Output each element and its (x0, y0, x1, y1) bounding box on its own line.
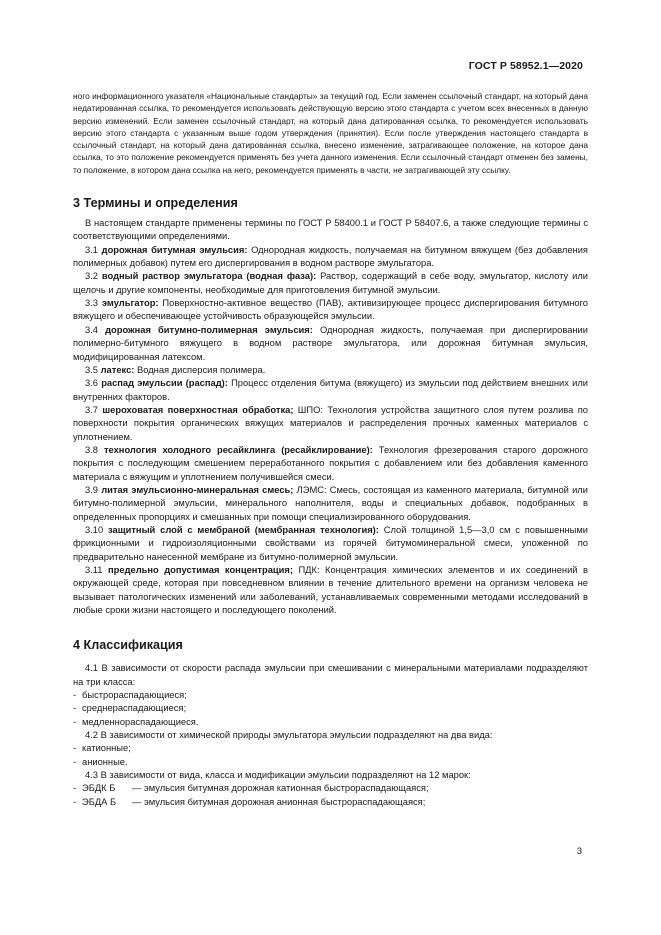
paragraph-4-3: 4.3 В зависимости от вида, класса и модификации эмульсии подразделяют на 12 марок: (85, 770, 471, 781)
grade-description: — эмульсия битумная дорожная катионная быстрораспадающаяся; (132, 783, 429, 794)
term-definition (73, 244, 588, 271)
term-definition (73, 524, 588, 564)
term-number: 3.2 (85, 271, 98, 282)
list-item-text: быстрораспадающиеся; (82, 690, 187, 701)
term-name: технология холодного ресайклинга (ресайклирование): (103, 444, 373, 455)
term-number: 3.1 (85, 244, 98, 255)
term-text: ПДК: Концентрация химических элементов и их соединений в окружающей среде, которая при повседневном влиянии в течение длительного времени на организм человека не вызывает патологических изменений или заболеваний, устанавливаемых современными методами исследований в любые сроки жизни настоящего и последующего поколений. (73, 565, 588, 616)
term-text: Поверхностно-активное вещество (ПАВ), активизирующее процесс диспергирования битумного вяжущего и обеспечивающее устойчивость образующейся эмульсии. (73, 298, 589, 322)
grade-code: ЭБДА Б (82, 796, 117, 807)
term-number: 3.10 (85, 524, 104, 535)
page-number: 3 (576, 846, 582, 857)
term-definition (73, 444, 588, 484)
term-definition (73, 377, 588, 404)
term-number: 3.8 (85, 444, 98, 455)
class-list (73, 689, 588, 729)
section-3-heading: 3 Термины и определения (73, 196, 238, 211)
list-item-text: анионные. (82, 756, 128, 767)
term-name: водный раствор эмульгатора (водная фаза): (101, 271, 317, 282)
term-text: Однородная жидкость, получаемая при диспергировании полимерно-битумного вяжущего в водном растворе эмульгатора, или дорожная битумная эмульсия, модифицированная латексом. (73, 324, 588, 362)
intro-paragraph: ного информационного указателя «Национальные стандарты» за текущий год. Если заменен ссылочный стандарт, на который дана недатированная ссылка, то рекомендуется использовать действующую версию этого стандарта с учетом всех внесенных в данную версию изменений. Если заменен ссылочный стандарт, на который дана датированная ссылка, то рекомендуется использовать версию этого стандарта с указанным выше годом утверждения (принятия). Если после утверждения настоящего стандарта в ссылочный стандарт, на который дана датированная ссылка, внесено изменение, затрагивающее положение, на которое дана ссылка, то это положение рекомендуется применять без учета данного изменения. Если ссылочный стандарт отменен без замены, то положение, в котором дана ссылка на него, рекомендуется применять в части, не затрагивающей эту ссылку. (73, 91, 588, 175)
term-definition (73, 270, 588, 297)
list-item: - быстрораспадающиеся; (73, 690, 187, 701)
term-number: 3.7 (85, 404, 98, 415)
term-name: предельно допустимая концентрация; (108, 565, 293, 576)
section-4-body (73, 662, 588, 809)
grade-list (73, 782, 588, 809)
section-3-body (73, 217, 588, 617)
term-text: ЛЭМС: Смесь, состоящая из каменного материала, битумной или битумно-полимерной эмульсии, минерального наполнителя, воды и специальных добавок, подобранных в определенных пропорциях и смешанных при помощи специализированного оборудования. (73, 484, 588, 522)
list-item-text: медленнораспадающиеся. (82, 716, 199, 727)
term-definition (73, 297, 588, 324)
document-id-header: ГОСТ Р 58952.1—2020 (468, 60, 583, 72)
term-name: литая эмульсионно-минеральная смесь; (101, 484, 294, 495)
term-name: защитный слой с мембраной (мембранная технология): (108, 524, 379, 535)
term-name: дорожная битумная эмульсия: (101, 244, 248, 255)
list-item: - медленнораспадающиеся. (73, 716, 199, 727)
page-content (73, 90, 588, 809)
grade-code: ЭБДК Б (82, 783, 116, 794)
term-text: Водная дисперсия полимера. (134, 364, 266, 375)
term-definition (73, 404, 588, 444)
term-text: Слой толщиной 1,5—3,0 см с повышенными фрикционными и гидроизоляционными свойствами из горячей битумоминеральной смеси, уложенной по предварительно нанесенной мембране из битумно-полимерной эмульсии. (73, 524, 589, 562)
section-4-heading: 4 Классификация (73, 638, 183, 653)
term-definition (73, 484, 588, 524)
list-item-text: катионные; (82, 743, 131, 754)
term-number: 3.3 (85, 298, 98, 309)
term-text: ШПО: Технология устройства защитного слоя путем розлива по поверхности покрытия органических вяжущих материалов и распределения прочных каменных материалов с уплотнением. (73, 404, 588, 442)
kind-list (73, 742, 588, 769)
list-item: - ЭБДА Б — эмульсия битумная дорожная анионная быстрораспадающаяся; (73, 796, 588, 809)
term-number: 3.11 (85, 565, 103, 576)
term-text: Однородная жидкость, получаемая на битумном вяжущем (без добавления полимерных добавок) путем его диспергирования в водном растворе эмульгатора. (73, 244, 588, 269)
list-item: - среднераспадающиеся; (73, 703, 187, 714)
term-text: Технология фрезерования старого дорожного покрытия с последующим смешением переработанного покрытия с добавлением или без добавления каменного материала с вяжущим и уплотнением получившейся смеси. (73, 444, 588, 482)
term-name: шероховатая поверхностная обработка; (102, 404, 294, 415)
terms-list (73, 244, 588, 618)
list-item: - анионные. (73, 756, 128, 767)
term-number: 3.9 (85, 484, 98, 495)
term-name: распад эмульсии (распад): (101, 378, 228, 389)
list-item-text: среднераспадающиеся; (82, 703, 187, 714)
term-name: эмульгатор: (101, 298, 159, 309)
list-item: - ЭБДК Б — эмульсия битумная дорожная катионная быстрораспадающаяся; (73, 782, 588, 795)
term-name: дорожная битумно-полимерная эмульсия: (105, 324, 313, 335)
term-number: 3.6 (85, 378, 98, 389)
term-definition (73, 364, 588, 377)
term-name: латекс: (100, 364, 135, 375)
term-number: 3.5 (85, 364, 98, 375)
term-definition (73, 324, 588, 364)
paragraph-4-2: 4.2 В зависимости от химической природы эмульгатора эмульсии подразделяют на два вида: (85, 730, 493, 741)
section-3-intro: В настоящем стандарте применены термины по ГОСТ Р 58400.1 и ГОСТ Р 58407.6, а также следующие термины с соответствующими определениями. (73, 218, 588, 242)
term-text: Раствор, содержащий в себе воду, эмульгатор, кислоту или щелочь и другие компоненты, необходимые для приготовления битумной эмульсии. (73, 271, 588, 295)
list-item: - катионные; (73, 743, 131, 754)
term-number: 3.4 (85, 324, 98, 335)
term-definition (73, 564, 588, 617)
paragraph-4-1: 4.1 В зависимости от скорости распада эмульсии при смешивании с минеральными материалами подразделяют на три класса: (73, 663, 588, 687)
intro-block (73, 90, 588, 176)
grade-description: — эмульсия битумная дорожная анионная быстрораспадающаяся; (132, 796, 426, 807)
term-text: Процесс отделения битума (вяжущего) из эмульсии под действием внешних или внутренних факторов. (73, 378, 588, 402)
